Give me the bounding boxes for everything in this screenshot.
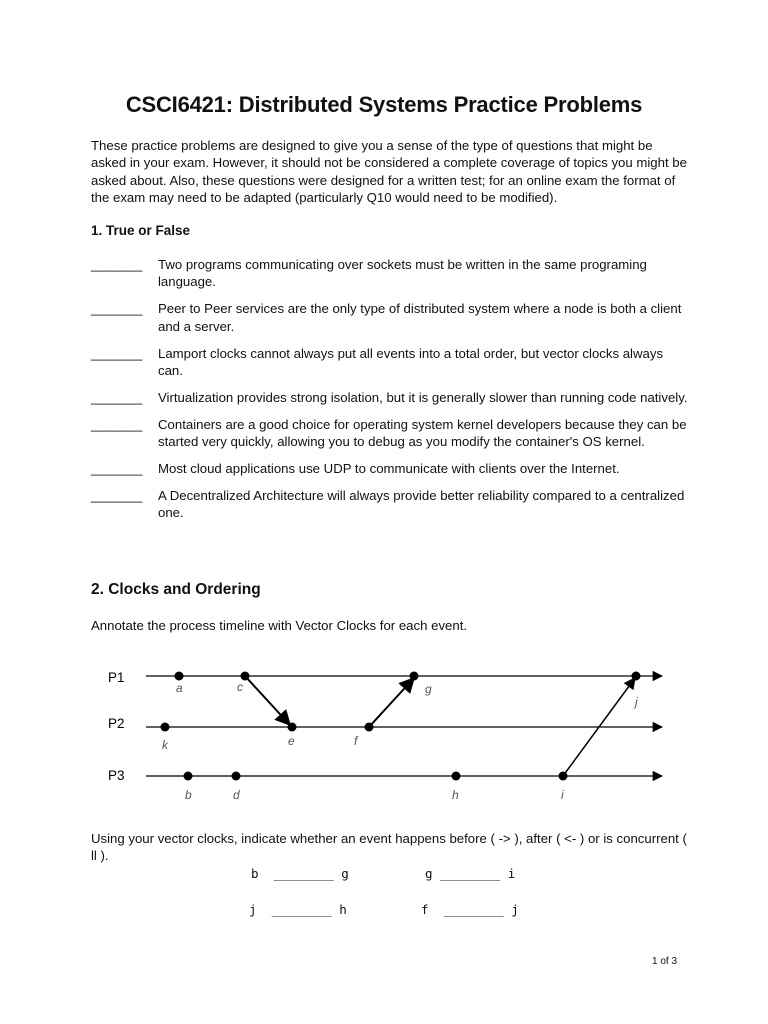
list-item bbox=[91, 460, 691, 477]
list-item bbox=[91, 345, 691, 380]
question-text: Two programs communicating over sockets must be written in the same programing language. bbox=[158, 257, 647, 290]
comparison-j-h[interactable]: j ________ h bbox=[249, 902, 347, 917]
section-2-heading: 2. Clocks and Ordering bbox=[91, 581, 261, 598]
answer-blank[interactable]: _______ bbox=[91, 345, 143, 361]
section-1-heading: 1. True or False bbox=[91, 223, 191, 238]
event-label-k: k bbox=[162, 738, 168, 752]
list-item bbox=[91, 416, 691, 451]
event-h-dot bbox=[452, 772, 461, 781]
comparison-g-i[interactable]: g ________ i bbox=[425, 866, 516, 881]
list-item bbox=[91, 389, 691, 406]
event-i-dot bbox=[559, 772, 568, 781]
comparison-b-g[interactable]: b ________ g bbox=[251, 866, 349, 881]
answer-blank[interactable]: _______ bbox=[91, 257, 143, 272]
list-item bbox=[91, 487, 691, 522]
event-label-j: j bbox=[635, 695, 638, 709]
event-j-dot bbox=[632, 672, 641, 681]
section-2-instruction: Annotate the process timeline with Vector Clocks for each event. bbox=[91, 618, 468, 633]
process-label-p2: P2 bbox=[108, 716, 125, 731]
event-f-dot bbox=[365, 723, 374, 732]
answer-blank[interactable]: _______ bbox=[91, 301, 143, 317]
answer-blank[interactable]: _______ bbox=[91, 461, 143, 477]
question-text: Most cloud applications use UDP to communicate with clients over the Internet. bbox=[158, 461, 620, 477]
page-title: CSCI6421: Distributed Systems Practice Problems bbox=[125, 92, 643, 117]
event-k-dot bbox=[161, 723, 170, 732]
process-label-p3: P3 bbox=[108, 768, 125, 783]
question-text: Lamport clocks cannot always put all events into a total order, but vector clocks always can. bbox=[158, 345, 664, 379]
event-a-dot bbox=[175, 672, 184, 681]
comparison-f-j[interactable]: f ________ j bbox=[421, 902, 519, 917]
question-text: A Decentralized Architecture will always provide better reliability compared to a centralized one. bbox=[158, 488, 685, 521]
event-label-c: c bbox=[237, 680, 243, 694]
message-f-to-g bbox=[369, 678, 414, 727]
event-label-e: e bbox=[288, 734, 295, 748]
question-text: Containers are a good choice for operating system kernel developers because they can be started very quickly, allowing you to debug as you modify the container's OS kernel. bbox=[158, 416, 687, 450]
answer-blank[interactable]: _______ bbox=[91, 389, 143, 405]
answer-blank[interactable]: _______ bbox=[91, 416, 143, 432]
event-label-f: f bbox=[354, 734, 358, 748]
event-e-dot bbox=[288, 723, 297, 732]
answer-blank[interactable]: _______ bbox=[91, 488, 143, 504]
event-g-dot bbox=[410, 672, 419, 681]
event-b-dot bbox=[184, 772, 193, 781]
process-timeline-diagram bbox=[0, 650, 768, 810]
event-label-b: b bbox=[185, 788, 192, 802]
intro-paragraph: These practice problems are designed to give you a sense of the type of questions that might be asked in your exam. However, it should not be considered a complete coverage of topics you might be asked about. Also, these questions were designed for a written test; for an online exam the format of the exam may need to be adapted (particularly Q10 would need to be modified). bbox=[91, 138, 687, 206]
question-text: Virtualization provides strong isolation, but it is generally slower than running code natively. bbox=[158, 389, 688, 405]
event-label-h: h bbox=[452, 788, 459, 802]
process-label-p1: P1 bbox=[108, 670, 125, 685]
event-label-d: d bbox=[233, 788, 240, 802]
true-false-list bbox=[91, 256, 691, 531]
event-d-dot bbox=[232, 772, 241, 781]
question-text: Peer to Peer services are the only type of distributed system where a node is both a client and a server. bbox=[158, 301, 682, 334]
event-label-a: a bbox=[176, 681, 183, 695]
section-2-question: Using your vector clocks, indicate whether an event happens before ( -> ), after ( <- ) or is concurrent ( ll ). bbox=[91, 831, 687, 864]
page-number: 1 of 3 bbox=[652, 956, 678, 967]
event-label-i: i bbox=[561, 788, 564, 802]
list-item bbox=[91, 256, 691, 291]
message-c-to-e bbox=[245, 676, 290, 725]
event-label-g: g bbox=[425, 682, 432, 696]
list-item bbox=[91, 300, 691, 335]
